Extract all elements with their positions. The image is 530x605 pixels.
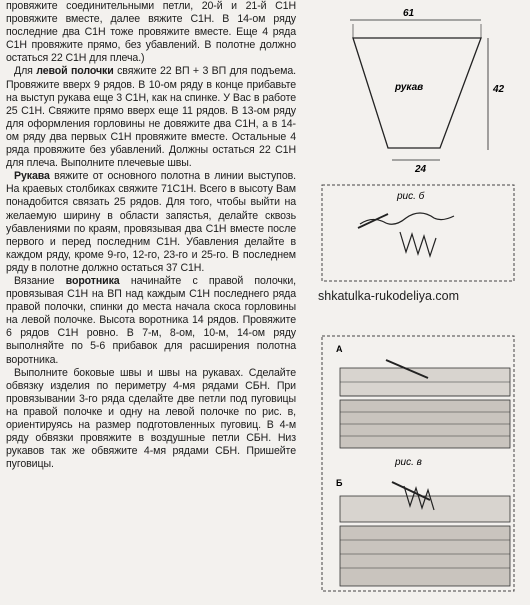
stitch-chain — [400, 232, 436, 256]
marker-a: А — [336, 344, 343, 354]
paragraph-collar: Вязание воротника начинайте с правой полочки, провязывая С1Н на ВП над каждым С1Н последнего ряда правой полочки, спинки до места начала скоса горловины на левой полочке. Высота воротника 14 рядов. Провяжите 6 рядов С1Н ровно. В 7-м, 8-ом, 10-м, 14-ом ряду выполняйте по 5-6 прибавок для расширения полотна воротника. — [6, 274, 296, 366]
top-width-label: 61 — [403, 8, 415, 19]
figure-b-caption: рис. б — [397, 191, 425, 202]
figure-v-caption: рис. в — [395, 457, 422, 468]
site-watermark: shkatulka-rukodeliya.com — [318, 289, 460, 303]
paragraph-left-front: Для левой полочки свяжите 22 ВП + 3 ВП для подъема. Провяжите вверх 9 рядов. В 10-ом ряду в конце прибавьте на выступ рукава еще 3 С1Н, как на спинке. У Вас в работе 25 С1Н. Свяжите прямо вверх еще 11 рядов. В 13-ом ряду для оформления горловины не довяжите два С1Н, а в 14-ом ряду два первых С1Н провяжите вместе. Остальные 4 ряда провяжите без убавлений. Должны остаться 22 С1Н для плеча. Выполните плечевые швы. — [6, 65, 296, 170]
paragraph-back-finish: провяжите соединительными петли, 20-й и 21-й С1Н провяжите вместе, далее вяжите С1Н. В 14-ом ряду последние два С1Н тоже провяжите вместе. Еще 4 ряда С1Н провяжите прямо, без убавлений. В полотне должно остаться 22 С1Н для плеча.) — [6, 0, 296, 65]
crochet-hook — [358, 214, 388, 228]
paragraph-sleeves: Рукава вяжите от основного полотна в линии выступов. На краевых столбиках свяжите 71С1Н. Всего в высоту Вам понадобится связать 25 рядов. Для того, чтобы выйти на желаемую ширину в области запястья, делайте сквозь убавлениями по краям, провязывая два С1Н вместе после первого и перед последним С1Н. Убавления делайте в каждом ряду, кроме 9-го, 12-го, 23-го и 25-го. В последнем ряду в полотне должно остаться 37 С1Н. — [6, 170, 296, 274]
height-label: 42 — [493, 84, 505, 95]
figure-b — [322, 185, 514, 281]
figure-v — [322, 336, 514, 591]
marker-b: Б — [336, 478, 343, 488]
heading-left-front: левой полочки — [36, 65, 114, 78]
fabric-b-lower — [340, 526, 510, 586]
sleeve-outline — [353, 38, 481, 148]
sleeve-schematic — [350, 8, 505, 175]
heading-sleeves: Рукава — [14, 170, 50, 183]
paragraph-finishing: Выполните боковые швы и швы на рукавах. Сделайте обвязку изделия по периметру 4-мя рядами СБН. При провязывании 3-го ряда сделайте две петли под пуговицы на правой полочке и одну на левой полочке по рис. в, ориентируясь на размер подготовленных пуговиц. В 4-м ряду обвязки провяжите в воздушные петли СБН. Низ рукавов так же обвяжите 4-мя рядами СБН. Пришейте пуговицы. — [6, 366, 296, 471]
sleeve-label: рукав — [395, 82, 424, 93]
instructions-column — [6, 0, 296, 471]
bottom-width-label: 24 — [415, 164, 427, 175]
heading-collar: воротника — [65, 274, 120, 287]
